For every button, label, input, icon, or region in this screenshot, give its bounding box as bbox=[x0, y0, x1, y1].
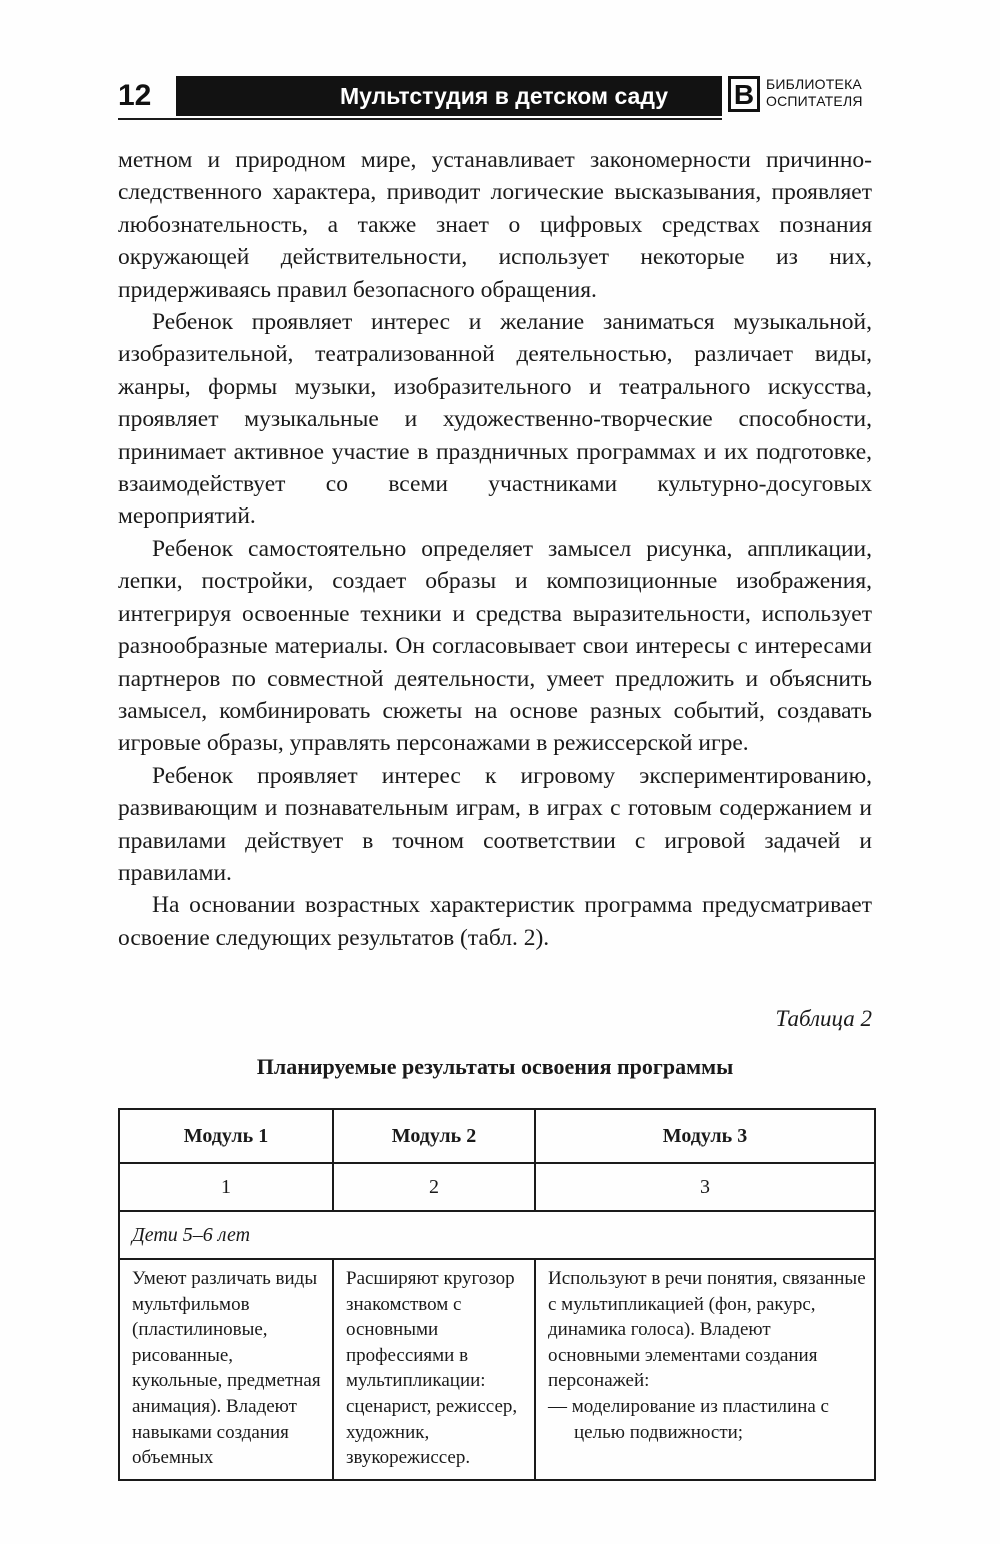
results-table bbox=[118, 1108, 876, 1481]
table-header-row bbox=[119, 1109, 875, 1163]
age-group-row bbox=[119, 1211, 875, 1259]
running-title: Мультстудия в детском саду bbox=[176, 76, 832, 116]
table-title: Планируемые результаты освоения программы bbox=[256, 1054, 734, 1079]
column-number: 2 bbox=[333, 1163, 535, 1211]
logo-letter: В bbox=[728, 76, 760, 112]
column-number: 1 bbox=[119, 1163, 333, 1211]
paragraph: На основании возрастных характеристик программа предусматривает освоение следующих результатов (табл. 2). bbox=[118, 892, 872, 951]
column-header: Модуль 2 bbox=[333, 1109, 535, 1163]
paragraph: Ребенок проявляет интерес и желание заниматься музыкальной, изобразительной, театрализованной деятельностью, различает виды, жанры, формы музыки, изобразительного и театрального искусства, проявляет музыкальные и художественно-творческие способности, принимает активное участие в праздничных программах и их подготовке, взаимодействует со всеми участниками культурно-досуговых мероприятий. bbox=[118, 309, 872, 530]
module-2-cell: Расширяют кругозор знакомством с основными профессиями в мультипликации: сценарист, режиссер, художник, звукорежиссер. bbox=[333, 1259, 535, 1480]
table-caption: Таблица 2 bbox=[775, 1006, 872, 1031]
paragraph: метном и природном мире, устанавливает закономерности причинно-следственного характера, приводит логические высказывания, проявляет любознательность, а также знает о цифровых средствах познания окружающей действительности, использует некоторые из них, придерживаясь правил безопасного обращения. bbox=[118, 147, 872, 303]
column-header: Модуль 1 bbox=[119, 1109, 333, 1163]
logo-text bbox=[766, 76, 872, 110]
page-header bbox=[118, 74, 872, 122]
column-number: 3 bbox=[535, 1163, 875, 1211]
module-3-list-item: — моделирование из пластилина с целью подвижности; bbox=[548, 1395, 829, 1443]
series-logo bbox=[722, 74, 872, 120]
paragraph: Ребенок самостоятельно определяет замысел рисунка, аппликации, лепки, постройки, создает образы и композиционные изображения, интегрируя освоенные техники и средства выразительности, использует разнообразные материалы. Он согласовывает свои интересы с интересами партнеров по совместной деятельности, умеет предложить и объяснить замысел, комбинировать сюжеты на основе разных событий, создавать игровые образы, управлять персонажами в режиссерской игре. bbox=[118, 535, 872, 757]
column-number-row bbox=[119, 1163, 875, 1211]
module-3-text: Используют в речи понятия, связанные с мультипликацией (фон, ракурс, динамика голоса). bbox=[548, 1268, 866, 1341]
table-row bbox=[119, 1259, 875, 1480]
module-1-cell: Умеют различать виды мультфильмов (пластилиновые, рисованные, кукольные, предметная анимация). Владеют навыками создания объемных bbox=[119, 1259, 333, 1480]
module-3-text: Владеют основными элементами создания персонажей: bbox=[548, 1319, 818, 1392]
body-text bbox=[118, 144, 872, 954]
column-header: Модуль 3 bbox=[535, 1109, 875, 1163]
logo-line-1: БИБЛИОТЕКА bbox=[766, 76, 862, 92]
paragraph: Ребенок проявляет интерес к игровому экспериментированию, развивающим и познавательным играм, в играх с готовым содержанием и правилами действует в точном соответствии с игровой задачей и правилами. bbox=[118, 762, 872, 886]
age-group: Дети 5–6 лет bbox=[119, 1211, 875, 1259]
logo-line-2: ОСПИТАТЕЛЯ bbox=[766, 93, 863, 109]
module-3-cell bbox=[535, 1259, 875, 1480]
page-number: 12 bbox=[118, 79, 152, 112]
